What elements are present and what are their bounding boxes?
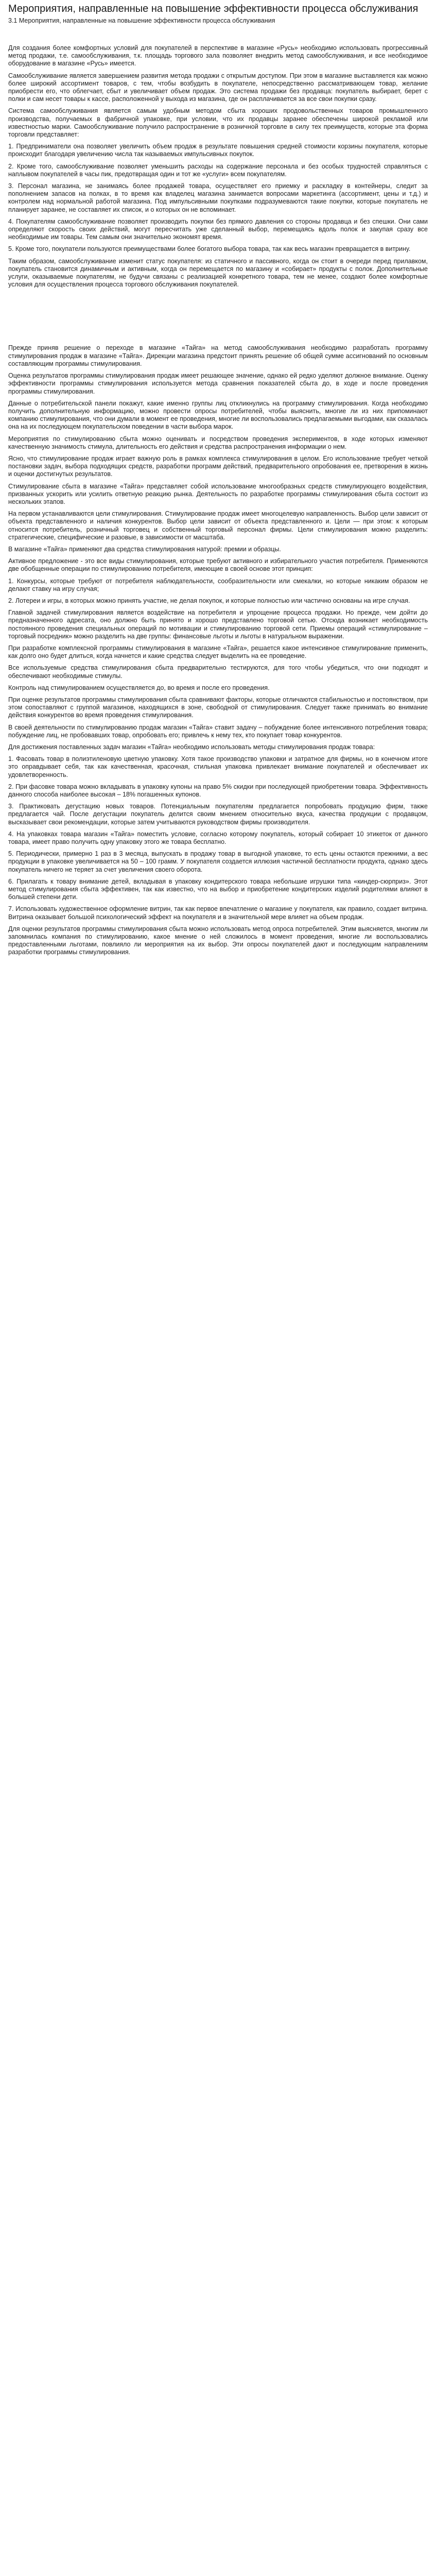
paragraph: Главной задачей стимулирования является воздействие на потребителя и упрощение процесса продажи. Но прежде, чем дойти до предназначенного адресата, оно должно быть принято и хорошо представлено торговой сетью. Отсюда возникает необходимость постоянного проведения специальных операций по мотивации и стимулированию торговой сети. Приемы операций «стимулирование – торговый посредник» можно разделить на две группы: финансовые льготы и льготы в натуральном выражении. <box>8 609 428 640</box>
list-item: 3. Персонал магазина, не занимаясь более продажей товара, осуществляет его приемку и раскладку в контейнеры, следит за пополнением запасов на полках, в то время как владелец магазина занимается вопросами маркетинга (ассортимент, цены и т.д.) и контролем над нормальной работой магазина. Под импульсивными покупками подразумеваются такие покупки, которые покупатель не планирует заранее, не составляет их список, и о которых он не вспоминает. <box>8 182 428 213</box>
paragraph: Все используемые средства стимулирования сбыта предварительно тестируются, для того чтобы убедиться, что они подходят и обеспечивают необходимые стимулы. <box>8 664 428 680</box>
list-item: 3. Практиковать дегустацию новых товаров. Потенциальным покупателям предлагается попробовать продукцию фирм, также предлагается чай. После дегустации покупатель делится своим мнением относительно вкуса, качества продукции с продавцом, высказывает свои рекомендации, которые затем учитываются руководством фирмы производителя. <box>8 803 428 826</box>
page-title: Мероприятия, направленные на повышение эффективности процесса обслуживания <box>8 3 418 14</box>
list-item: 4. Покупателям самообслуживание позволяет производить покупки без прямого давления со стороны продавца и без спешки. Они сами определяют скорость своих действий, могут пересчитать уже сделанный выбор, перемещаясь вдоль полок и закупая сразу все необходимые им товары. Тем самым они значительно экономят время. <box>8 217 428 241</box>
list-item: 5. Периодически, примерно 1 раз в 3 месяца, выпускать в продажу товар в выгодной упаковке, то есть цены остаются прежними, а вес продукции в упаковке увеличивается на 50 – 100 грамм. У покупателя создается иллюзия частичной бесплатности продукта, однако здесь покупатель ничего не теряет за счет увеличения своего оборота. <box>8 850 428 873</box>
paragraph: В магазине «Тайга» применяют два средства стимулирования натурой: премии и образцы. <box>8 545 281 553</box>
paragraph: Активное предложение - это все виды стимулирования, которые требуют активного и избирательного участия потребителя. Применяются две обобщенные операции по стимулированию потребителя, имеющие в своей основе этот принцип: <box>8 557 428 573</box>
list-item: 5. Кроме того, покупатели пользуются преимуществами более богатого выбора товара, так как весь магазин превращается в витрину. <box>8 245 411 253</box>
paragraph: Система самообслуживания является самым удобным методом сбыта хороших продовольственных товаров промышленного производства, получаемых в фабричной упаковке, при условии, что их продавцы заранее обеспечены широкой рекламой или известностью марки. Самообслуживание получило распространение в розничной торговле в силу тех преимуществ, которые эта форма торговли представляет: <box>8 107 428 139</box>
list-item: 2. Лотереи и игры, в которых можно принять участие, не делая покупок, и которые полностью или частично основаны на игре случая. <box>8 597 410 604</box>
paragraph: Прежде приняв решение о переходе в магазине «Тайга» на метод самообслуживания необходимо разработать программу стимулирования продаж в магазине «Тайга». Дирекции магазина предстоит принять решение об общей сумме ассигнований по основным составляющим программы стимулирования. <box>8 344 428 367</box>
section-subtitle: 3.1 Мероприятия, направленные на повышение эффективности процесса обслуживания <box>8 17 275 24</box>
paragraph: В своей деятельности по стимулированию продаж магазин «Тайга» ставит задачу – побуждение более интенсивного потребления товара; побуждение лиц, не пробовавших товар, опробовать его; привлечь к нему тех, кто покупает товар конкурентов. <box>8 723 428 739</box>
list-item: 7. Использовать художественное оформление витрин, так как первое впечатление о магазине у покупателя, как правило, создает витрина. Витрина оказывает большой психологический эффект на покупателя и в значительной мере влияет на объем продаж. <box>8 905 428 921</box>
list-item: 6. Прилагать к товару внимание детей, вкладывая в упаковку кондитерского товара небольшие игрушки типа «киндер-сюрприз». Этот метод стимулирования сбыта эффективен, так как известно, что на выбор и приобретение кондитерских изделий родителями влияют в большей степени дети. <box>8 877 428 901</box>
section-spacer <box>8 293 428 344</box>
paragraph: Самообслуживание является завершением развития метода продажи с открытым доступом. При этом в магазине выставляется как можно более широкий ассортимент товаров, с тем, чтобы возбудить в покупателе, непосредственно рассматривающем товар, желание приобрести его, что облегчает, сбыт и увеличивает объем продаж. Это система продажи без продавца: покупатель выбирает, берет с полки и сам несет товары к кассе, расположенной у выхода из магазина, где он расплачивается за все свои покупки сразу. <box>8 72 428 103</box>
paragraph: На первом устанавливаются цели стимулирования. Стимулирование продаж имеет многоцелевую направленность. Выбор цели зависит от объекта представленного и наличия конкурентов. Выбор цели зависит от объекта представленного и. Цели — при этом: к которым относится потребитель, розничный торговец и собственный торговый персонал фирмы. Цели стимулирования можно разделить: стратегические, специфические и разовые, в зависимости от масштаба. <box>8 510 428 541</box>
list-item: 1. Предприниматели она позволяет увеличить объем продаж в результате повышения средней стоимости корзины покупателя, которые происходит благодаря увеличению числа так называемых импульсивных покупок. <box>8 143 428 158</box>
paragraph: Ясно, что стимулирование продаж играет важную роль в рамках комплекса стимулирования в целом. Его использование требует четкой постановки задач, выбора подходящих средств, разработки программ действий, предварительного опробования ее, претворения в жизнь и оценки достигнутых результатов. <box>8 454 428 478</box>
document-page <box>0 0 436 966</box>
list-item: 4. На упаковках товара магазин «Тайга» поместить условие, согласно которому покупатель, который собирает 10 этикеток от данного товара, имеет право получить одну упаковку этого же товара бесплатно. <box>8 830 428 846</box>
paragraph: Для оценки результатов программы стимулирования сбыта можно использовать метод опроса потребителей. Этим выясняется, многим ли запомнилась компания по стимулированию, какое мнение о ней сложилось в момент проведения, многие ли воспользовались предоставленными льготами, повлияло ли мероприятия на их выбор. Эти опросы покупателей дают и последующим направлениям разработки программы стимулирования. <box>8 925 428 956</box>
list-item: 2. При фасовке товара можно вкладывать в упаковку купоны на право 5% скидки при последующей приобретении товара. Эффективность данного способа наиболее высокая – 18% погашенных купонов. <box>8 783 428 799</box>
paragraph: Для создания более комфортных условий для покупателей в перспективе в магазине «Русь» необходимо использовать прогрессивный метод продажи, т.е. самообслуживания, т.к. площадь торгового зала позволяет внедрить метод самообслуживания, и все необходимое оборудование в магазине «Русь» имеется. <box>8 44 428 67</box>
list-item: 1. Фасовать товар в полиэтиленовую цветную упаковку. Хотя такое производство упаковки и затратное для фирмы, но в конечном итоге это оправдывает себя, так как качественная, красочная, стильная упаковка привлекает внимание покупателей и обеспечивает их удовлетворенность. <box>8 755 428 778</box>
paragraph: При оценке результатов программы стимулирования сбыта сравнивают факторы, которые отличаются стабильностью и постоянством, при этом сопоставляют с группой магазинов, находящихся в зоне, свободной от стимулирования. Следует также принимать во внимание действия конкурентов во время проведения стимулирования. <box>8 696 428 719</box>
paragraph: Оценка результатов программы стимулирования продаж имеет решающее значение, однако ей редко уделяют должное внимание. Оценку эффективности программы стимулирования используется метода сравнения показателей сбыта до, в ходе и после проведения программы стимулирования. <box>8 372 428 395</box>
paragraph: При разработке комплексной программы стимулирования в магазине «Тайга», решается какое интенсивное стимулирование применить, как долго оно будет длиться, когда начнется и какие средства следует выделить на ее проведение. <box>8 644 428 660</box>
section-self-service <box>8 44 428 289</box>
paragraph: Таким образом, самообслуживание изменит статус покупателя: из статичного и пассивного, когда он стоит в очереди перед прилавком, покупатель становится динамичным и активным, когда он перемещается по магазину и «собирает» продукты с полок. Дополнительные услуги, оказываемые покупателям, не будучи связаны с реализацией конкретного товара, тем не менее, создают более комфортные условия для осуществления процесса торгового обслуживания покупателей. <box>8 257 428 289</box>
paragraph: Данные о потребительской панели покажут, какие именно группы лиц откликнулись на программу стимулирования. Когда необходимо получить дополнительную информацию, можно провести опросы потребителей, чтобы выяснить, многие ли из них припоминают компанию стимулирования, что они думали в момент ее проведения, многие ли воспользовались предлагаемыми выгодами, как сказалась она на их последующем покупательском поведении в части выбора марок. <box>8 399 428 431</box>
paragraph: Стимулирование сбыта в магазине «Тайга» представляет собой использование многообразных средств стимулирующего воздействия, призванных ускорить или усилить ответную реакцию рынка. Деятельность по разработке программы стимулирования сбыта состоит из нескольких этапов. <box>8 482 428 505</box>
section-sales-promotion <box>8 344 428 956</box>
list-item: 2. Кроме того, самообслуживание позволяет уменьшить расходы на содержание персонала и без особых трудностей справляться с наплывом покупателей в часы пик, предотвращая один и тот же «услуги» всем покупателям. <box>8 162 428 178</box>
paragraph: Для достижения поставленных задач магазин «Тайга» необходимо использовать методы стимулирования продаж товара: <box>8 743 375 751</box>
paragraph: Контроль над стимулированием осуществляется до, во время и после его проведения. <box>8 684 270 691</box>
list-item: 1. Конкурсы, которые требуют от потребителя наблюдательности, сообразительности или смекалки, но которые никаким образом не делают ставку на игру случая; <box>8 577 428 592</box>
paragraph: Мероприятия по стимулированию сбыта можно оценивать и посредством проведения экспериментов, в ходе которых изменяют качественную значимость стимула, длительность его действия и средства распространения информации о нем. <box>8 435 428 450</box>
